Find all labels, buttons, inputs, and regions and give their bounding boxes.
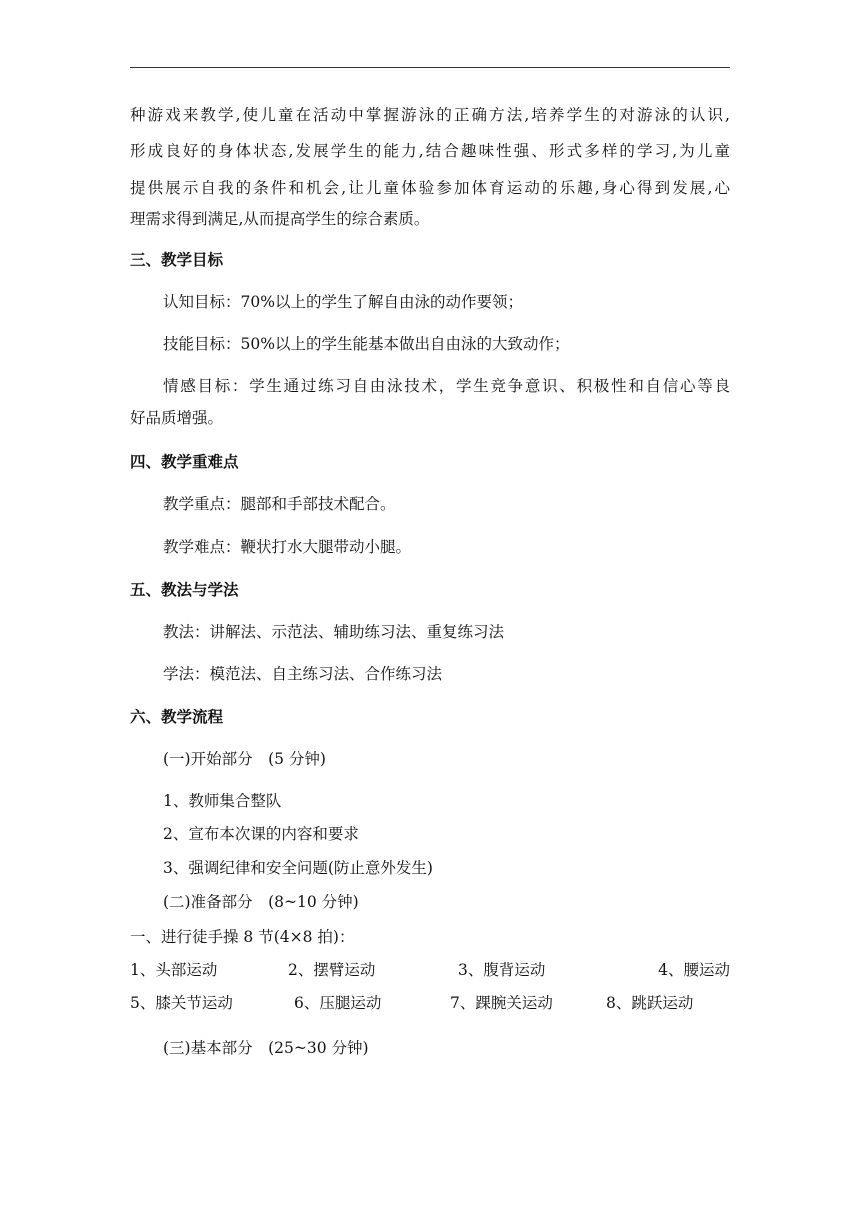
exercise-item: 5、膝关节运动 xyxy=(130,994,233,1012)
intro-line-3: 提供展示自我的条件和机会,让儿童体验参加体育运动的乐趣,身心得到发展,心 xyxy=(130,179,730,197)
difficult-point: 教学难点：鞭状打水大腿带动小腿。 xyxy=(163,538,412,556)
exercise-item: 2、摆臂运动 xyxy=(288,961,376,979)
section-4-heading: 四、教学重难点 xyxy=(130,453,239,471)
emotion-goal-line-1: 情感目标：学生通过练习自由泳技术，学生竞争意识、积极性和自信心等良 xyxy=(163,377,730,395)
skill-goal: 技能目标：50%以上的学生能基本做出自由泳的大致动作； xyxy=(163,335,570,353)
section-6-heading: 六、教学流程 xyxy=(130,708,224,726)
intro-line-4: 理需求得到满足,从而提高学生的综合素质。 xyxy=(130,210,430,228)
exercise-row-2 xyxy=(130,993,730,1013)
section-3-heading: 三、教学目标 xyxy=(130,251,224,269)
emotion-goal-line-2: 好品质增强。 xyxy=(130,409,224,427)
part-1-title: (一)开始部分 (5 分钟) xyxy=(163,750,326,768)
exercise-row-1 xyxy=(130,960,730,980)
part-1-item: 2、宣布本次课的内容和要求 xyxy=(163,825,359,843)
part-1-item: 1、教师集合整队 xyxy=(163,792,282,810)
section-5-heading: 五、教法与学法 xyxy=(130,581,239,599)
exercise-item: 7、踝腕关运动 xyxy=(450,994,553,1012)
cognitive-goal: 认知目标：70%以上的学生了解自由泳的动作要领； xyxy=(163,293,523,311)
exercise-item: 1、头部运动 xyxy=(130,961,218,979)
exercise-intro: 一、进行徒手操 8 节(4×8 拍)： xyxy=(130,928,355,946)
learning-methods: 学法：模范法、自主练习法、合作练习法 xyxy=(163,665,443,683)
exercise-item: 4、腰运动 xyxy=(658,961,730,979)
header-rule xyxy=(130,67,730,68)
exercise-item: 6、压腿运动 xyxy=(294,994,382,1012)
part-1-item: 3、强调纪律和安全问题(防止意外发生) xyxy=(163,859,433,877)
teaching-methods: 教法：讲解法、示范法、辅助练习法、重复练习法 xyxy=(163,623,505,641)
intro-line-2: 形成良好的身体状态,发展学生的能力,结合趣味性强、形式多样的学习,为儿童 xyxy=(130,142,730,160)
part-2-title: (二)准备部分 (8~10 分钟) xyxy=(163,893,359,911)
key-point: 教学重点：腿部和手部技术配合。 xyxy=(163,495,396,513)
exercise-item: 3、腹背运动 xyxy=(458,961,546,979)
intro-line-1: 种游戏来教学,使儿童在活动中掌握游泳的正确方法,培养学生的对游泳的认识, xyxy=(130,106,730,124)
part-3-title: (三)基本部分 (25~30 分钟) xyxy=(163,1039,369,1057)
exercise-item: 8、跳跃运动 xyxy=(606,994,694,1012)
